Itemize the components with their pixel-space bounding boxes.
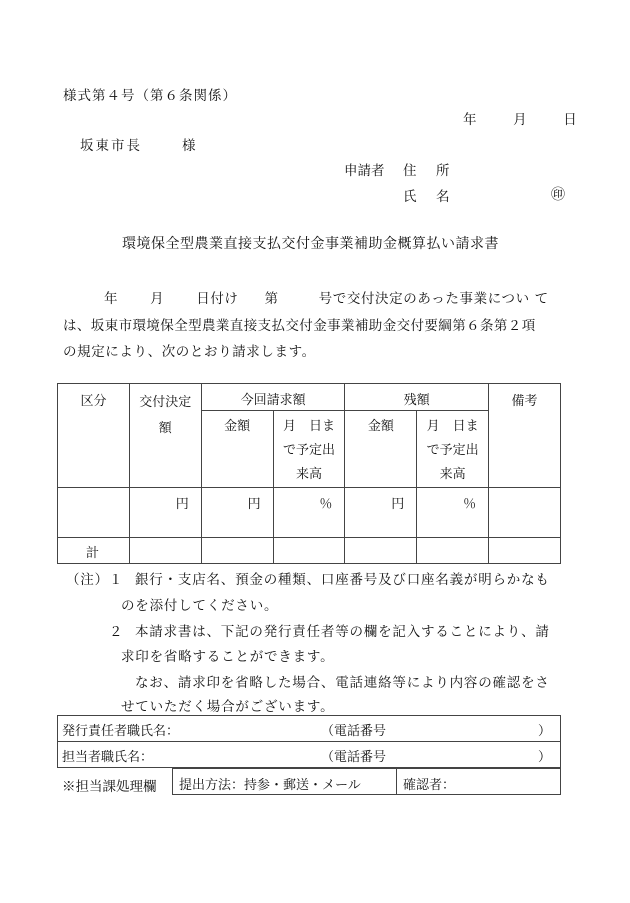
total-biko[interactable] [489, 538, 561, 564]
cell-zan-pct[interactable]: ％ [417, 488, 489, 538]
table-row [58, 488, 561, 538]
total-kettei[interactable] [129, 538, 201, 564]
staff-row [58, 742, 561, 768]
total-konkai-yen[interactable] [201, 538, 273, 564]
cell-konkai-pct[interactable]: ％ [273, 488, 345, 538]
document-title: 環境保全型農業直接支払交付金事業補助金概算払い請求書 [122, 236, 499, 252]
header-kubun: 区分 [58, 384, 130, 488]
header-konkai: 今回請求額 [201, 384, 345, 411]
header-kingaku-2: 金額 [345, 411, 417, 488]
dept-label: ※担当課処理欄 [62, 779, 157, 795]
note-1-line-1: 銀行・支店名、預金の種類、口座番号及び口座名義が明らかなも [135, 572, 550, 588]
issuer-label: 発行責任者職氏名： [62, 724, 180, 739]
note-2-line-1: 本請求書は、下記の発行責任者等の欄を記入することにより、請 [135, 624, 550, 640]
total-label: 計 [58, 538, 130, 564]
issuer-table [57, 715, 561, 768]
issuer-tel-label: （電話番号 [321, 724, 387, 739]
name-label: 氏 名 [403, 189, 453, 205]
applicant-label: 申請者 [344, 163, 385, 179]
staff-cell[interactable] [58, 742, 561, 768]
addressee: 坂東市長 [80, 138, 142, 154]
date-day: 日 [563, 112, 577, 128]
body-day: 日付け [196, 291, 239, 307]
header-biko: 備考 [489, 384, 561, 488]
cell-zan-yen[interactable]: 円 [345, 488, 417, 538]
header-zan: 残額 [345, 384, 489, 411]
confirmer-cell[interactable]: 確認者： [397, 769, 561, 795]
cell-kettei-yen[interactable]: 円 [129, 488, 201, 538]
header-kettei: 交付決定 額 [129, 384, 201, 488]
staff-label: 担当者職氏名： [62, 750, 154, 765]
cell-biko[interactable] [489, 488, 561, 538]
dept-table [172, 768, 561, 795]
total-konkai-pct[interactable] [273, 538, 345, 564]
submission-method: 提出方法：持参・郵送・メール [173, 769, 397, 795]
total-row [58, 538, 561, 564]
date-month: 月 [513, 112, 527, 128]
note-1-line-2: のを添付してください。 [121, 598, 279, 614]
body-month: 月 [150, 291, 165, 307]
body-line-3: の規定により、次のとおり請求します。 [63, 344, 316, 360]
note-2-line-2: 求印を省略することができます。 [121, 649, 335, 665]
issuer-cell[interactable] [58, 716, 561, 742]
staff-tel-label: （電話番号 [321, 750, 387, 765]
note-2-line-4: せていただく場合がございます。 [121, 699, 335, 715]
header-yotei-2: 月 日ま で予定出 来高 [417, 411, 489, 488]
total-zan-yen[interactable] [345, 538, 417, 564]
issuer-tel-close: ） [538, 724, 552, 739]
total-zan-pct[interactable] [417, 538, 489, 564]
addressee-suffix: 様 [182, 138, 196, 154]
note-1-number: １ [109, 572, 124, 588]
body-no: 第 [264, 291, 279, 307]
body-line-2: は、坂東市環境保全型農業直接支払交付金事業補助金交付要綱第６条第２項 [63, 318, 536, 334]
form-number: 様式第４号（第６条関係） [63, 88, 237, 104]
cell-konkai-yen[interactable]: 円 [201, 488, 273, 538]
billing-table [57, 383, 561, 564]
note-2-line-3: なお、請求印を省略した場合、電話連絡等により内容の確認をさ [135, 675, 550, 691]
header-kingaku-1: 金額 [201, 411, 273, 488]
note-2-number: ２ [109, 624, 124, 640]
body-line-1 [104, 287, 549, 307]
staff-tel-close: ） [538, 750, 552, 765]
issuer-row [58, 716, 561, 742]
seal-mark: ㊞ [551, 187, 565, 203]
date-line [463, 108, 577, 128]
body-rest: 号で交付決定のあった事業につい て [318, 291, 549, 307]
cell-kubun[interactable] [58, 488, 130, 538]
notes-prefix: （注） [66, 572, 109, 588]
date-year: 年 [463, 112, 477, 128]
address-label: 住 所 [403, 163, 453, 179]
body-year: 年 [104, 291, 119, 307]
header-yotei-1: 月 日ま で予定出 来高 [273, 411, 345, 488]
